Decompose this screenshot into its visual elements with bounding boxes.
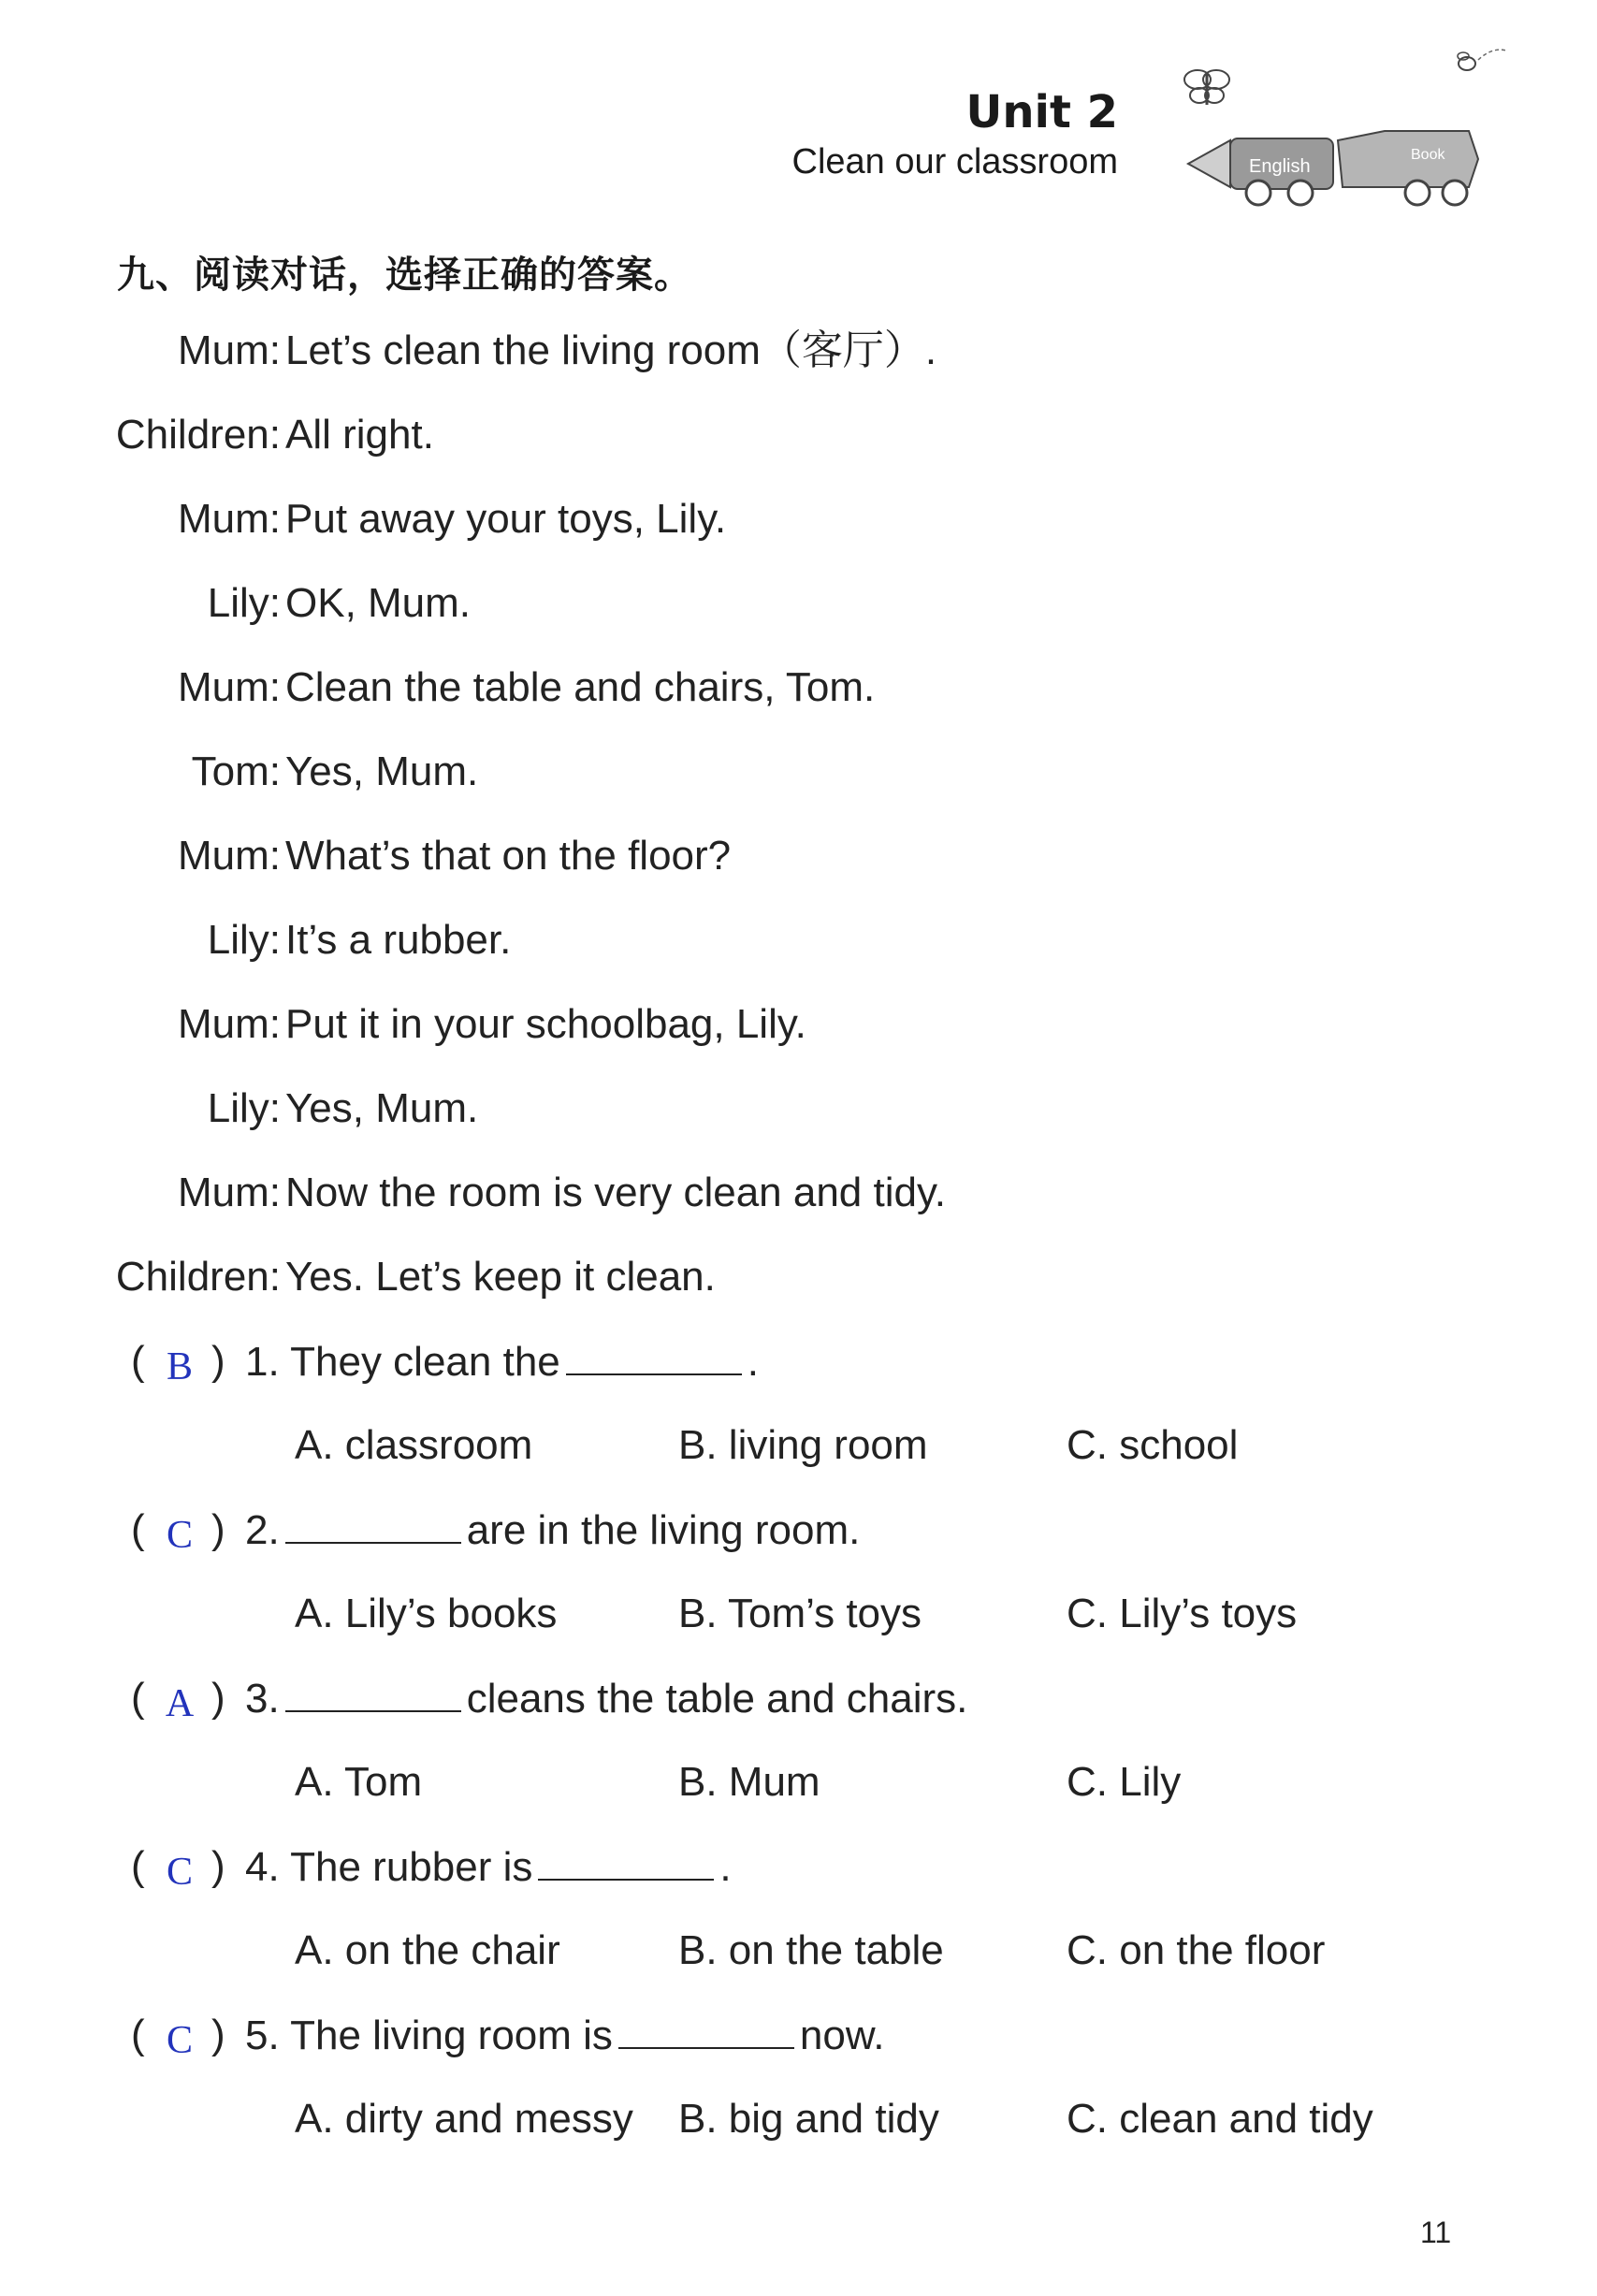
speaker: Mum: xyxy=(178,1170,281,1215)
option-a[interactable]: A. Lily’s books xyxy=(295,1591,558,1636)
question-3: ( A ) 3. cleans the table and chairs. xyxy=(0,1669,1497,1727)
speaker: Mum: xyxy=(178,327,281,373)
line-text: All right. xyxy=(285,412,434,458)
question-number: 4. xyxy=(245,1844,280,1890)
option-c[interactable]: C. clean and tidy xyxy=(1067,2096,1373,2142)
dialogue-line xyxy=(0,912,1310,968)
speaker: Mum: xyxy=(178,1001,281,1047)
dialogue-line xyxy=(0,1249,1310,1305)
answer-1[interactable]: B xyxy=(166,1345,193,1388)
answer-blank xyxy=(618,2006,794,2049)
dialogue-line xyxy=(0,575,1310,632)
question-2: ( C ) 2. are in the living room. xyxy=(0,1501,1497,1559)
question-number: 3. xyxy=(245,1676,280,1722)
line-text: It’s a rubber. xyxy=(285,917,512,963)
speaker: Mum: xyxy=(178,496,281,542)
book-car-icon xyxy=(1338,131,1478,205)
answer-blank xyxy=(285,1501,461,1544)
speaker: Mum: xyxy=(178,664,281,710)
book-label-english: English xyxy=(1249,156,1311,177)
dialogue-line xyxy=(0,323,1310,379)
question-text: The rubber is xyxy=(290,1844,533,1890)
dialogue-line xyxy=(0,407,1310,463)
book-train-illustration xyxy=(1169,37,1572,215)
options-1 xyxy=(0,1417,1497,1475)
page-number: 11 xyxy=(1420,2216,1452,2249)
question-number: 2. xyxy=(245,1507,280,1553)
question-text: The living room is xyxy=(290,2013,613,2058)
question-text-end: . xyxy=(719,1844,732,1890)
speaker: Mum: xyxy=(178,833,281,879)
options-2 xyxy=(0,1585,1497,1643)
option-b[interactable]: B. living room xyxy=(678,1422,928,1468)
option-c[interactable]: C. school xyxy=(1067,1422,1239,1468)
bee-icon xyxy=(1458,50,1506,70)
line-text: Now the room is very clean and tidy. xyxy=(285,1170,946,1215)
options-5 xyxy=(0,2090,1497,2148)
speaker: Children: xyxy=(115,412,281,458)
speaker: Lily: xyxy=(207,1085,281,1131)
option-c[interactable]: C. on the floor xyxy=(1067,1927,1326,1973)
question-number: 1. xyxy=(245,1339,280,1385)
dialogue-line xyxy=(0,828,1310,884)
line-text: What’s that on the floor? xyxy=(285,833,732,879)
question-text: cleans the table and chairs. xyxy=(466,1676,968,1722)
question-text: They clean the xyxy=(290,1339,560,1385)
option-a[interactable]: A. Tom xyxy=(295,1759,423,1805)
line-text: Clean the table and chairs, Tom. xyxy=(285,664,876,710)
line-text: Yes, Mum. xyxy=(285,748,479,794)
option-b[interactable]: B. Mum xyxy=(678,1759,820,1805)
dialogue-line xyxy=(0,996,1310,1053)
dialogue-line xyxy=(0,1165,1310,1221)
speaker: Children: xyxy=(115,1254,281,1300)
answer-2[interactable]: C xyxy=(166,1514,193,1557)
book-label-book: Book xyxy=(1411,147,1445,163)
question-text: are in the living room. xyxy=(466,1507,861,1553)
option-a[interactable]: A. dirty and messy xyxy=(295,2096,633,2142)
question-number: 5. xyxy=(245,2013,280,2058)
answer-5[interactable]: C xyxy=(166,2019,193,2062)
line-text: Put it in your schoolbag, Lily. xyxy=(285,1001,806,1047)
question-text-end: . xyxy=(747,1339,759,1385)
answer-blank xyxy=(566,1332,742,1375)
option-a[interactable]: A. classroom xyxy=(295,1422,533,1468)
unit-title: Unit 2 xyxy=(965,86,1118,138)
line-text: Yes. Let’s keep it clean. xyxy=(285,1254,716,1300)
line-text: Yes, Mum. xyxy=(285,1085,479,1131)
speaker: Tom: xyxy=(191,748,281,794)
dialogue-line xyxy=(0,744,1310,800)
options-3 xyxy=(0,1753,1497,1811)
options-4 xyxy=(0,1922,1497,1980)
speaker: Lily: xyxy=(207,917,281,963)
answer-4[interactable]: C xyxy=(166,1851,193,1894)
question-4: ( C ) 4. The rubber is . xyxy=(0,1838,1497,1896)
question-5: ( C ) 5. The living room is now. xyxy=(0,2006,1497,2064)
option-c[interactable]: C. Lily xyxy=(1067,1759,1182,1805)
option-b[interactable]: B. big and tidy xyxy=(678,2096,939,2142)
question-text-end: now. xyxy=(799,2013,885,2058)
unit-subtitle: Clean our classroom xyxy=(791,142,1118,182)
option-a[interactable]: A. on the chair xyxy=(295,1927,560,1973)
line-text: Put away your toys, Lily. xyxy=(285,496,727,542)
answer-blank xyxy=(285,1669,461,1712)
section-heading: 九、阅读对话，选择正确的答案。 xyxy=(117,254,692,297)
question-1: ( B ) 1. They clean the . xyxy=(0,1332,1497,1390)
pencil-car-icon xyxy=(1188,138,1333,205)
butterfly-icon xyxy=(1184,70,1229,105)
line-text: Let’s clean the living room（客厅）. xyxy=(285,327,937,373)
answer-3[interactable]: A xyxy=(165,1682,195,1725)
dialogue-line xyxy=(0,660,1310,716)
option-b[interactable]: B. on the table xyxy=(678,1927,944,1973)
speaker: Lily: xyxy=(207,580,281,626)
answer-blank xyxy=(538,1838,714,1881)
dialogue-line xyxy=(0,1081,1310,1137)
option-c[interactable]: C. Lily’s toys xyxy=(1067,1591,1298,1636)
dialogue-line xyxy=(0,491,1310,547)
line-text: OK, Mum. xyxy=(285,580,472,626)
option-b[interactable]: B. Tom’s toys xyxy=(678,1591,922,1636)
